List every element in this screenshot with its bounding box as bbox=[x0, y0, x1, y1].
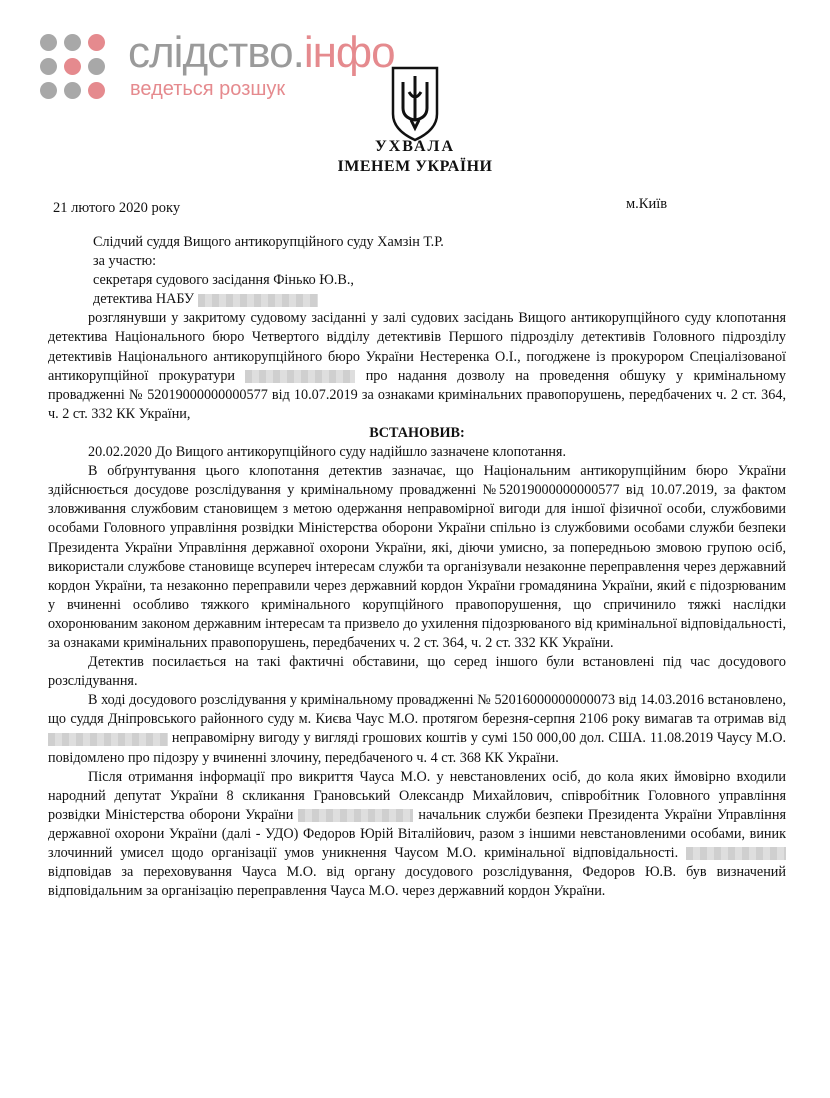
paragraph: В обґрунтування цього клопотання детектив зазначає, що Національним антикорупційним бюро України здійснюється досудове розслідування у кримінальному провадженні №52019000000000577 від 10.07.2019, за фактом зловживання службовим становищем з метою одержання неправомірної вигоди для іншої фізичної особи, службовими особами Головного управління розвідки Міністерства оборони України спільно із службовими особами служби безпеки Президента України Управління державної охорони України, які, діючи умисно, за попередньою змовою групою осіб, використали службове становище всупереч інтересам служби та організували незаконне переправлення через державний кордон України, та незаконно переправили через державний кордон України громадянина України, який є підозрюваним у вчиненні особливо тяжкого кримінального корупційного правопорушення, що спричинило тяжкі наслідки охоронюваним законом державним інтересам та призвело до ухилення підозрюваного від кримінальної відповідальності, за ознаками кримінальних правопорушень, передбачених ч. 2 ст. 364, ч. 2 ст. 332 КК України. bbox=[48, 463, 786, 651]
detective-label: детектива НАБУ bbox=[93, 291, 195, 308]
trident-emblem-icon bbox=[389, 62, 441, 142]
document-subtitle: ІМЕНЕМ УКРАЇНИ bbox=[337, 158, 493, 175]
paragraph bbox=[48, 691, 786, 767]
paragraph: 20.02.2020 До Вищого антикорупційного суду надійшло зазначене клопотання. bbox=[88, 444, 566, 461]
paragraph-text: В ході досудового розслідування у кримінальному провадженні № 52016000000000073 від 14.03.2016 встановлено, що суддя Дніпровського районного суду м. Києва Чаус М.О. протягом березня-серпня 2106 року вимагав та отримав від bbox=[48, 692, 786, 728]
paragraph-text: відповідав за переховування Чауса М.О. від органу досудового розслідування, Федоров Ю.В. був визначений відповідальним за організацію переправлення Чауса М.О. через державний кордон України. bbox=[48, 864, 786, 900]
dots-logo-icon bbox=[40, 34, 110, 104]
paragraph-text: розглянувши у закритому судовому засіданні у залі судових засідань Вищого антикорупційного суду клопотання детектива Національного бюро Четвертого відділу детективів Першого підрозділу детективів Головного підрозділу детективів Національного антикорупційного бюро України Нестеренка О.І., погоджене із прокурором Спеціалізованої антикорупційної прокуратури bbox=[48, 310, 786, 384]
paragraph-text: начальник служби безпеки Президента України Управління державної охорони України (далі - УДО) Федоров Юрій Віталійович, разом з іншими невстановленими особами, виник злочинний умисел щодо організації умов уникнення Чаусом М.О. кримінальної відповідальності. bbox=[48, 806, 786, 861]
paragraph bbox=[48, 768, 786, 902]
paragraph-text: Після отримання інформації про викриття Чауса М.О. у невстановлених осіб, до кола яких ймовірно входили народний депутат України 8 скликання Грановський Олександр Михайлович, співробітник Головного управління розвідки Міністерства оборони України bbox=[48, 768, 786, 823]
document-title: УХВАЛА bbox=[375, 138, 455, 155]
redacted-name bbox=[198, 294, 318, 307]
participants-label: за участю: bbox=[93, 253, 157, 270]
document-city: м.Київ bbox=[626, 196, 668, 212]
brand-title bbox=[128, 28, 395, 78]
paragraph: Детектив посилається на такі фактичні обставини, що серед іншого були встановлені під час досудового розслідування. bbox=[48, 654, 786, 690]
section-heading: ВСТАНОВИВ: bbox=[369, 424, 465, 441]
paragraph-text: про надання дозволу на проведення обшуку у кримінальному провадженні № 52019000000000577 від 10.07.2019 за ознаками кримінальних правопорушень, передбачених ч. 2 ст. 364, ч. 2 ст. 332 КК України, bbox=[48, 367, 786, 422]
redacted-name bbox=[245, 370, 355, 383]
redacted-name bbox=[686, 847, 786, 860]
judge-line: Слідчий суддя Вищого антикорупційного суду Хамзін Т.Р. bbox=[93, 234, 444, 250]
document-date: 21 лютого 2020 року bbox=[53, 200, 181, 216]
brand-title-accent: інфо bbox=[303, 28, 395, 77]
document-body bbox=[48, 233, 786, 1053]
secretary-line: секретаря судового засідання Фінько Ю.В., bbox=[93, 272, 354, 289]
brand-title-main: слідство. bbox=[128, 28, 304, 77]
brand-subtitle: ведеться розшук bbox=[130, 78, 286, 100]
paragraph bbox=[48, 309, 786, 424]
redacted-name bbox=[48, 733, 168, 746]
paragraph-text: неправомірну вигоду у вигляді грошових коштів у сумі 150 000,00 дол. США. 11.08.2019 Чаусу М.О. повідомлено про підозру у вчиненні злочину, передбаченого ч. 4 ст. 368 КК України. bbox=[48, 730, 786, 766]
detective-line bbox=[48, 290, 786, 309]
redacted-name bbox=[298, 809, 413, 822]
